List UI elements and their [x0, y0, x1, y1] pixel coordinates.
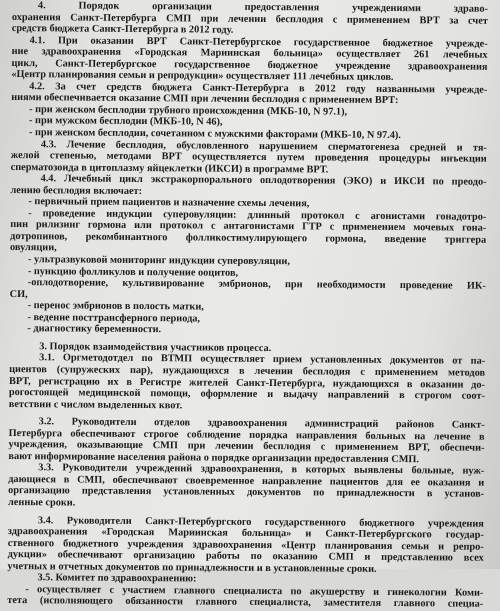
- p43-line-2: желой степенью, методами ВРТ осуществляется путем проведения процедуры инъекции: [10, 150, 487, 165]
- p44-item: -оплодотворение, культивирование эмбрионов, при необходимости проведение ИК-: [27, 277, 486, 292]
- p31-line-1: 3.1. Оргметодотдел по ВТМП осуществляет прием установленных документов от па-: [39, 352, 486, 368]
- p34-line-2: здравоохранения «Городская Мариинская больница» и Санкт-Петербургского государ-: [7, 526, 484, 541]
- p43-line-1: 4.3. Лечение бесплодия, обусловленного нарушением сперматогенеза средней и тя-: [40, 138, 487, 154]
- p31-line-2: циентов (супружеских пар), нуждающихся в лечении бесплодия с применением методов: [9, 363, 486, 379]
- p31-line-5: ветствии с числом выделенных квот.: [8, 398, 183, 411]
- p44-item-continuation: дотропинов, рекомбинантного фолликостимулирующего гормона, введение триггера: [10, 230, 487, 246]
- p32-line-4: вают информирование населения района о порядке организации предоставления СМП.: [8, 450, 420, 465]
- p44-item: - перенос эмбрионов в полость матки,: [27, 300, 204, 313]
- p44-item-continuation: овуляции,: [10, 242, 57, 254]
- p35-item-line-2: тета (исполняющего обязанности главного специалиста, заместителя главного специа-: [7, 595, 484, 611]
- p32-line-1: 3.2. Руководители отделов здравоохранения администраций районов Санкт-: [38, 416, 485, 431]
- p34-line-5: учетных и отчетных документов по принадлежности и в установленные сроки.: [7, 560, 377, 575]
- p32-line-3: учреждения, оказывающие СМП при лечении бесплодия с применением ВРТ, обеспечи-: [8, 439, 485, 454]
- section3-heading: 3. Порядок взаимодействия участников процесса.: [39, 341, 272, 354]
- p42-item-3: - при женском бесплодии, сочетанном с мужскими факторами (МКБ-10, N 97.4).: [28, 127, 401, 142]
- p44-item: - диагностику беременности.: [27, 323, 162, 336]
- document-body: [7, 0, 488, 611]
- p42-line-2: ниями обеспечивается оказание СМП при лечении бесплодия с применением ВРТ:: [11, 92, 399, 107]
- p34-line-3: ственного бюджетного учреждения здравоохранения «Центр планирования семьи и репро-: [7, 537, 484, 553]
- p44-item-continuation: пин рилизинг гормона или протокол с антагонистами ГТР с применением мочевых гона-: [10, 219, 487, 235]
- p41-line-1: 4.1. При оказании ВРТ Санкт-Петербургское государственное бюджетное учрежде-: [29, 34, 488, 50]
- p44-item: - проведение индукции суперовуляции: длинный протокол с агонистами гонадотро-: [28, 207, 487, 223]
- p33-line-4: ленные сроки.: [8, 496, 76, 509]
- p33-line-2: дающиеся в СМП, обеспечивают своевременное направление пациентов для ее оказания и: [8, 473, 485, 489]
- p44-item: - пункцию фолликулов и получение ооцитов,: [27, 265, 239, 279]
- p44-line-2: лению бесплодия включает:: [10, 184, 143, 197]
- p42-item-2: - при мужском бесплодии (МКБ-10, N 46),: [29, 115, 223, 129]
- p43-line-3: сперматозоида в цитоплазму яйцеклетки (ИКСИ) в программе ВРТ.: [10, 161, 329, 176]
- p33-line-1: 3.3. Руководители учреждений здравоохранения, в которых выявлены больные, нуж-: [38, 462, 485, 478]
- p31-line-4: рогостоящей медицинской помощи, оформление и выдачу направлений в строгом соот-: [8, 387, 485, 402]
- p44-item: - ультразвуковой мониторинг индукции суперовуляции,: [27, 254, 290, 268]
- p41-line-3: цикл, Санкт-Петербургское государственное бюджетное учреждение здравоохранения: [11, 57, 488, 73]
- p44-line-1: 4.4. Лечебный цикл экстракорпорального оплодотворения (ЭКО) и ИКСИ по преодо-: [40, 173, 487, 188]
- p31-line-3: ВРТ, регистрацию их в Регистре жителей Санкт-Петербурга, нуждающихся в оказании до-: [8, 375, 486, 391]
- section4-heading-line-2: охранения Санкт-Петербурга СМП при лечении бесплодия с применением ВРТ за счет: [11, 11, 488, 27]
- p42-line-1: 4.2. За счет средств бюджета Санкт-Петербурга в 2012 году названными учрежде-: [29, 80, 488, 96]
- p42-item-1: - при женском бесплодии трубного происхождения (МКБ-10, N 97.1),: [29, 104, 348, 118]
- section4-heading-line-1: 4. Порядок организации предоставления учреждениями здраво-: [37, 0, 488, 15]
- p32-line-2: Петербурга обеспечивают строгое соблюдение порядка направления больных на лечение в: [8, 427, 485, 443]
- p41-line-4: «Центр планирования семьи и репродукции» осуществляет 111 лечебных циклов.: [11, 69, 394, 84]
- section4-heading-line-3: средств бюджета Санкт-Петербурга в 2012 году.: [11, 23, 234, 36]
- p33-line-3: организацию представления установленных документов по принадлежности в установ-: [8, 485, 485, 501]
- p34-line-1: 3.4. Руководители Санкт-Петербургского государственного бюджетного учреждения: [37, 514, 484, 530]
- p44-item-continuation: СИ,: [9, 288, 28, 300]
- p44-item: - первичный прием пациентов и назначение схемы лечения,: [28, 196, 310, 210]
- p41-line-2: ние здравоохранения «Городская Мариинская больница» осуществляет 261 лечебных: [11, 46, 488, 61]
- p34-line-4: дукции» обеспечивают организацию работы по оказанию СМП и представлению всех: [7, 549, 484, 564]
- p35-item-line-1: - осуществляет с участием главного специалиста по акушерству и гинекологии Коми-: [25, 583, 484, 599]
- p35-heading: 3.5. Комитет по здравоохранению:: [37, 572, 197, 585]
- p44-item: - ведение посттрансферного периода,: [27, 311, 201, 325]
